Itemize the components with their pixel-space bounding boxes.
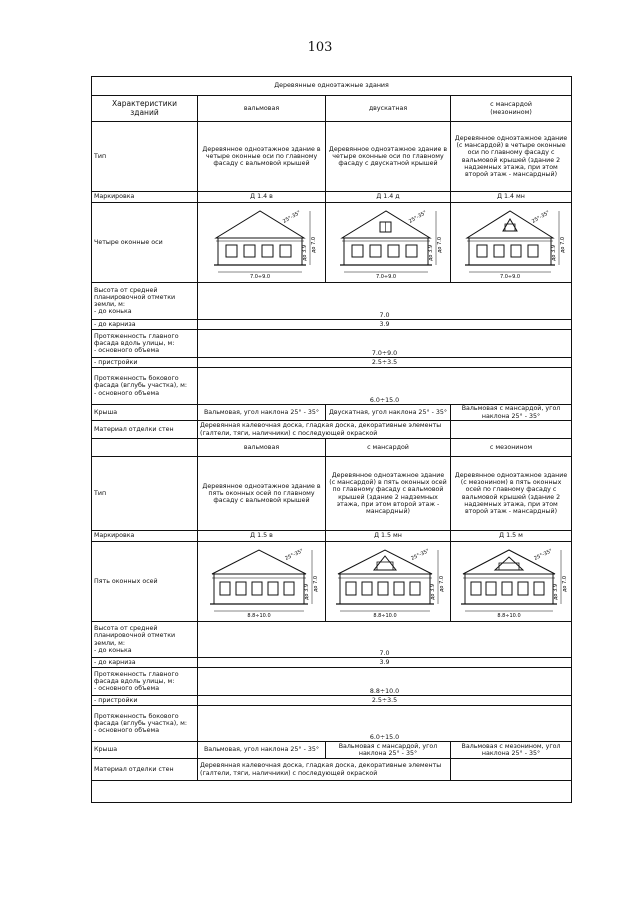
dim-ridge: до 7.0 [312,575,319,592]
roof-label: Крыша [92,405,198,421]
dim-ridge: до 7.0 [437,236,443,253]
front-main-value: 8.8÷10.0 [198,668,572,696]
roof-cell: Вальмовая, угол наклона 25° - 35° [198,742,326,759]
facade-drawing-cell [451,203,572,283]
marking-cell: Д 1.4 в [198,192,326,203]
dim-angle: 25°-35° [410,547,431,562]
front-ext-value: 2.5÷3.5 [198,358,572,368]
extension-label: - пристройки [92,696,198,706]
side-label: Протяженность бокового фасада (вглубь участка), м: - основного объема [92,706,198,742]
roof-cell: Вальмовая с мансардой, угол наклона 25° - 35° [326,742,451,759]
type-cell: Деревянное одноэтажное здание в пять оконных осей по главному фасаду с вальмовой крышей [198,457,326,531]
dim-angle: 25°-35° [531,209,551,225]
table-title: Деревянные одноэтажные здания [92,77,572,96]
house-mansard-porch-drawing [328,544,448,620]
facade-label: Четыре оконные оси [92,203,198,283]
header-col3: с мансардой (мезонином) [451,96,572,122]
house-hip-roof-drawing [202,205,322,281]
empty-cell [451,421,572,439]
type-cell: Деревянное одноэтажное здание (с мансардой) в пять оконных осей по главному фасаду с вальмовой крышей (здание 2 надземных этажа, при этом второй этаж - мансардный) [326,457,451,531]
front-label: Протяженность главного фасада вдоль улицы, м: - основного объема [92,668,198,696]
roof-label: Крыша [92,742,198,759]
material-label: Материал отделки стен [92,421,198,439]
dim-width: 7.0÷9.0 [375,273,397,280]
empty-cell [451,759,572,781]
height-eave-label: - до карниза [92,320,198,330]
height-ridge-label: Высота от средней планировочной отметки земли, м: - до конька [92,283,198,320]
dim-eave: до 3.9 [301,244,308,261]
dim-eave: до 3.9 [303,583,310,600]
dim-eave: до 3.9 [428,244,434,261]
dim-angle: 25°-35° [533,547,554,562]
empty-row [92,781,572,803]
header-characteristics: Характеристики зданий [92,96,198,122]
height-ridge-label: Высота от средней планировочной отметки земли, м: - до конька [92,622,198,658]
facade-drawing-cell [451,542,572,622]
dim-width: 8.8÷10.0 [246,612,271,619]
marking-cell: Д 1.4 мн [451,192,572,203]
marking-cell: Д 1.5 мн [326,531,451,542]
facade-drawing-cell [326,542,451,622]
dim-eave: до 3.9 [430,583,436,600]
height-eave-label: - до карниза [92,658,198,668]
material-value: Деревянная калевочная доска, гладкая доска, декоративные элементы (галтели, тяги, наличники) с последующей окраской [198,759,451,781]
dim-width: 8.8÷10.0 [497,612,521,619]
header-col2: двускатная [326,96,451,122]
height-ridge-value: 7.0 [198,283,572,320]
marking-cell: Д 1.4 д [326,192,451,203]
buildings-table [91,76,572,803]
front-main-value: 7.0÷9.0 [198,330,572,358]
front-ext-value: 2.5÷3.5 [198,696,572,706]
material-label: Материал отделки стен [92,759,198,781]
facade-drawing-cell [198,203,326,283]
height-eave-value: 3.9 [198,320,572,330]
material-value: Деревянная калевочная доска, гладкая доска, декоративные элементы (галтели, тяги, наличники) с последующей окраской [198,421,451,439]
type-cell: Деревянное одноэтажное здание (с мансардой) в четыре оконные оси по главному фасаду с вальмовой крышей (здание 2 надземных этажа, при этом второй этаж - мансардный) [451,122,572,192]
type-cell: Деревянное одноэтажное здание (с мезонином) в пять оконных осей по главному фасаду с вальмовой крышей (здание 2 надземных этажа, при этом второй этаж - мансардный) [451,457,572,531]
dim-width: 7.0÷9.0 [249,273,270,280]
side-main-value: 6.0÷15.0 [198,368,572,405]
height-ridge-value: 7.0 [198,622,572,658]
marking-label: Маркировка [92,192,198,203]
header-col3: с мезонином [451,439,572,457]
house-mezzanine-porch-drawing [453,544,571,620]
dim-angle: 25°-35° [283,547,305,562]
header-col1: вальмовая [198,96,326,122]
dim-eave: до 3.9 [551,244,557,261]
type-label: Тип [92,457,198,531]
empty-cell [92,439,198,457]
type-cell: Деревянное одноэтажное здание в четыре оконные оси по главному фасаду с вальмовой крышей [198,122,326,192]
dim-angle: 25°-35° [408,209,428,225]
facade-label: Пять оконных осей [92,542,198,622]
header-col2: с мансардой [326,439,451,457]
facade-drawing-cell [198,542,326,622]
dim-ridge: до 7.0 [560,236,566,253]
facade-drawing-cell [326,203,451,283]
house-mansard-drawing [453,205,571,281]
dim-width: 8.8÷10.0 [373,612,397,619]
type-cell: Деревянное одноэтажное здание в четыре оконные оси по главному фасаду с двускатной крышей [326,122,451,192]
extension-label: - пристройки [92,358,198,368]
marking-cell: Д 1.5 в [198,531,326,542]
side-main-value: 6.0÷15.0 [198,706,572,742]
roof-cell: Вальмовая с мезонином, угол наклона 25° - 35° [451,742,572,759]
type-label: Тип [92,122,198,192]
side-label: Протяженность бокового фасада (вглубь участка), м: - основного объема [92,368,198,405]
dim-ridge: до 7.0 [562,575,568,592]
dim-ridge: до 7.0 [439,575,445,592]
dim-width: 7.0÷9.0 [499,273,521,280]
roof-cell: Двускатная, угол наклона 25° - 35° [326,405,451,421]
marking-label: Маркировка [92,531,198,542]
marking-cell: Д 1.5 м [451,531,572,542]
house-gable-roof-drawing [328,205,448,281]
page-number: 103 [307,40,333,55]
house-hip-roof-porch-drawing [202,544,322,620]
dim-eave: до 3.9 [553,583,559,600]
roof-cell: Вальмовая с мансардой, угол наклона 25° - 35° [451,405,572,421]
dim-ridge: до 7.0 [310,236,317,253]
front-label: Протяженность главного фасада вдоль улицы, м: - основного объема [92,330,198,358]
dim-angle: 25°-35° [281,209,302,225]
roof-cell: Вальмовая, угол наклона 25° - 35° [198,405,326,421]
height-eave-value: 3.9 [198,658,572,668]
header-col1: вальмовая [198,439,326,457]
